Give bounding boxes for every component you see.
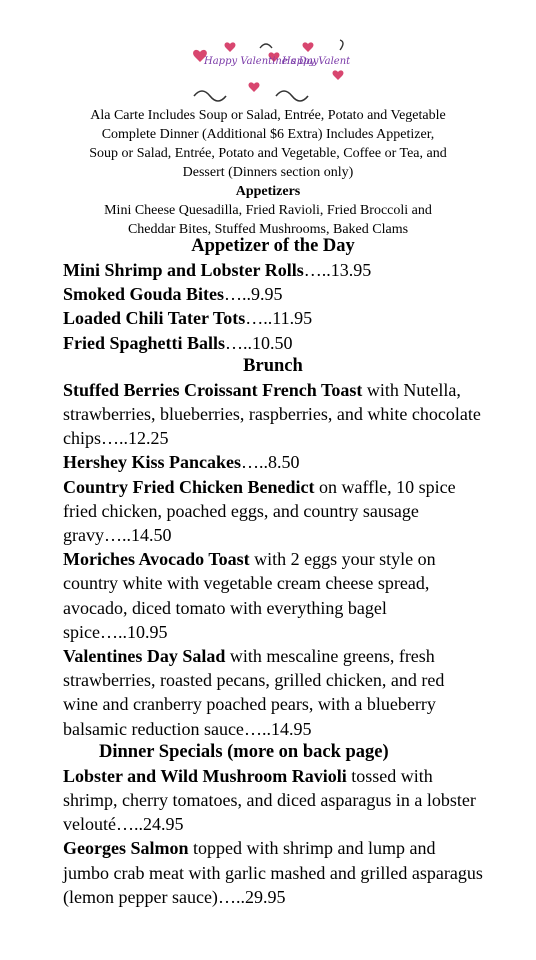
menu-item (63, 378, 483, 451)
item-name: Fried Spaghetti Balls (63, 332, 226, 353)
valentines-logo (190, 38, 350, 106)
item-price: …..14.50 (103, 525, 172, 546)
item-price: …..8.50 (241, 452, 300, 473)
appetizers-heading: Appetizers (235, 184, 301, 199)
item-name: Mini Shrimp and Lobster Rolls (63, 260, 304, 280)
menu-item (63, 258, 483, 282)
item-name: Lobster and Wild Mushroom Ravioli (63, 765, 347, 786)
appetizers-list: Mini Cheese Quesadilla, Fried Ravioli, Fried Broccoli and (104, 203, 432, 218)
menu-item (63, 306, 483, 330)
item-name: Georges Salmon (63, 838, 189, 859)
appetizer-of-day-title: Appetizer of the Day (191, 236, 355, 256)
menu-item (63, 475, 483, 548)
dinner-specials-title: Dinner Specials (more on back page) (99, 741, 389, 762)
intro-line: Ala Carte Includes Soup or Salad, Entrée, Potato and Vegetable (90, 108, 446, 123)
item-desc: on waffle, 10 spice fried chicken, poached eggs, and country sausage gravy (63, 476, 456, 546)
intro-line: Complete Dinner (Additional $6 Extra) Includes Appetizer, (101, 127, 435, 142)
brunch-title: Brunch (243, 355, 303, 376)
item-desc: topped with shrimp and lump and jumbo crab meat with garlic mashed and grilled asparagus (lemon pepper sauce) (63, 838, 483, 907)
item-desc: with mescaline greens, fresh strawberries, roasted pecans, grilled chicken, and red wine and cranberry poached pears, with a blueberry balsamic reduction sauce (63, 646, 445, 739)
valentines-logo-art (190, 38, 350, 106)
menu-item (63, 644, 483, 741)
item-name: Loaded Chili Tater Tots (63, 308, 246, 329)
item-price: …..11.95 (245, 308, 313, 329)
logo-lettering: Happy Valent (282, 56, 350, 67)
swirl-icon (340, 40, 343, 50)
item-name: Country Fried Chicken Benedict (63, 476, 315, 497)
item-price: …..9.95 (224, 284, 283, 305)
appetizers-list: Cheddar Bites, Stuffed Mushrooms, Baked Clams (127, 222, 409, 237)
menu-item (63, 547, 483, 644)
menu-item (63, 450, 483, 474)
swirl-icon (260, 44, 272, 48)
heart-icon (303, 42, 314, 52)
item-name: Moriches Avocado Toast (63, 549, 250, 570)
intro-line: Soup or Salad, Entrée, Potato and Vegetable, Coffee or Tea, and (89, 146, 447, 161)
item-name: Hershey Kiss Pancakes (63, 452, 241, 473)
item-name: Valentines Day Salad (63, 646, 226, 667)
logo-lettering: Happy Valentine's Day (204, 56, 319, 67)
item-desc: with 2 eggs your style on country white with vegetable cream cheese spread, avocado, diced tomato with everything bagel spice (63, 549, 436, 642)
item-price: …..10.95 (99, 621, 168, 642)
swirl-icon (194, 91, 226, 101)
item-price: …..10.50 (225, 332, 293, 353)
item-desc: with Nutella, strawberries, blueberries, raspberries, and white chocolate chips (63, 379, 481, 449)
item-price: …..13.95 (303, 260, 372, 280)
item-name: Smoked Gouda Bites (63, 284, 225, 305)
item-price: …..12.25 (101, 428, 169, 449)
menu-item (63, 836, 483, 909)
item-desc: tossed with shrimp, cherry tomatoes, and diced asparagus in a lobster velouté (63, 765, 476, 835)
item-price: …..29.95 (217, 886, 286, 907)
heart-icon (225, 42, 236, 52)
intro-line: Dessert (Dinners section only) (182, 165, 354, 180)
menu-intro (40, 106, 496, 239)
item-name: Stuffed Berries Croissant French Toast (63, 379, 363, 400)
menu-item (63, 764, 483, 837)
heart-icon (249, 82, 260, 92)
menu-body (63, 235, 483, 909)
heart-icon (333, 70, 344, 80)
item-price: …..14.95 (243, 718, 312, 739)
menu-item (63, 282, 483, 306)
menu-item (63, 331, 483, 355)
item-price: …..24.95 (115, 814, 184, 835)
swirl-icon (276, 91, 308, 101)
